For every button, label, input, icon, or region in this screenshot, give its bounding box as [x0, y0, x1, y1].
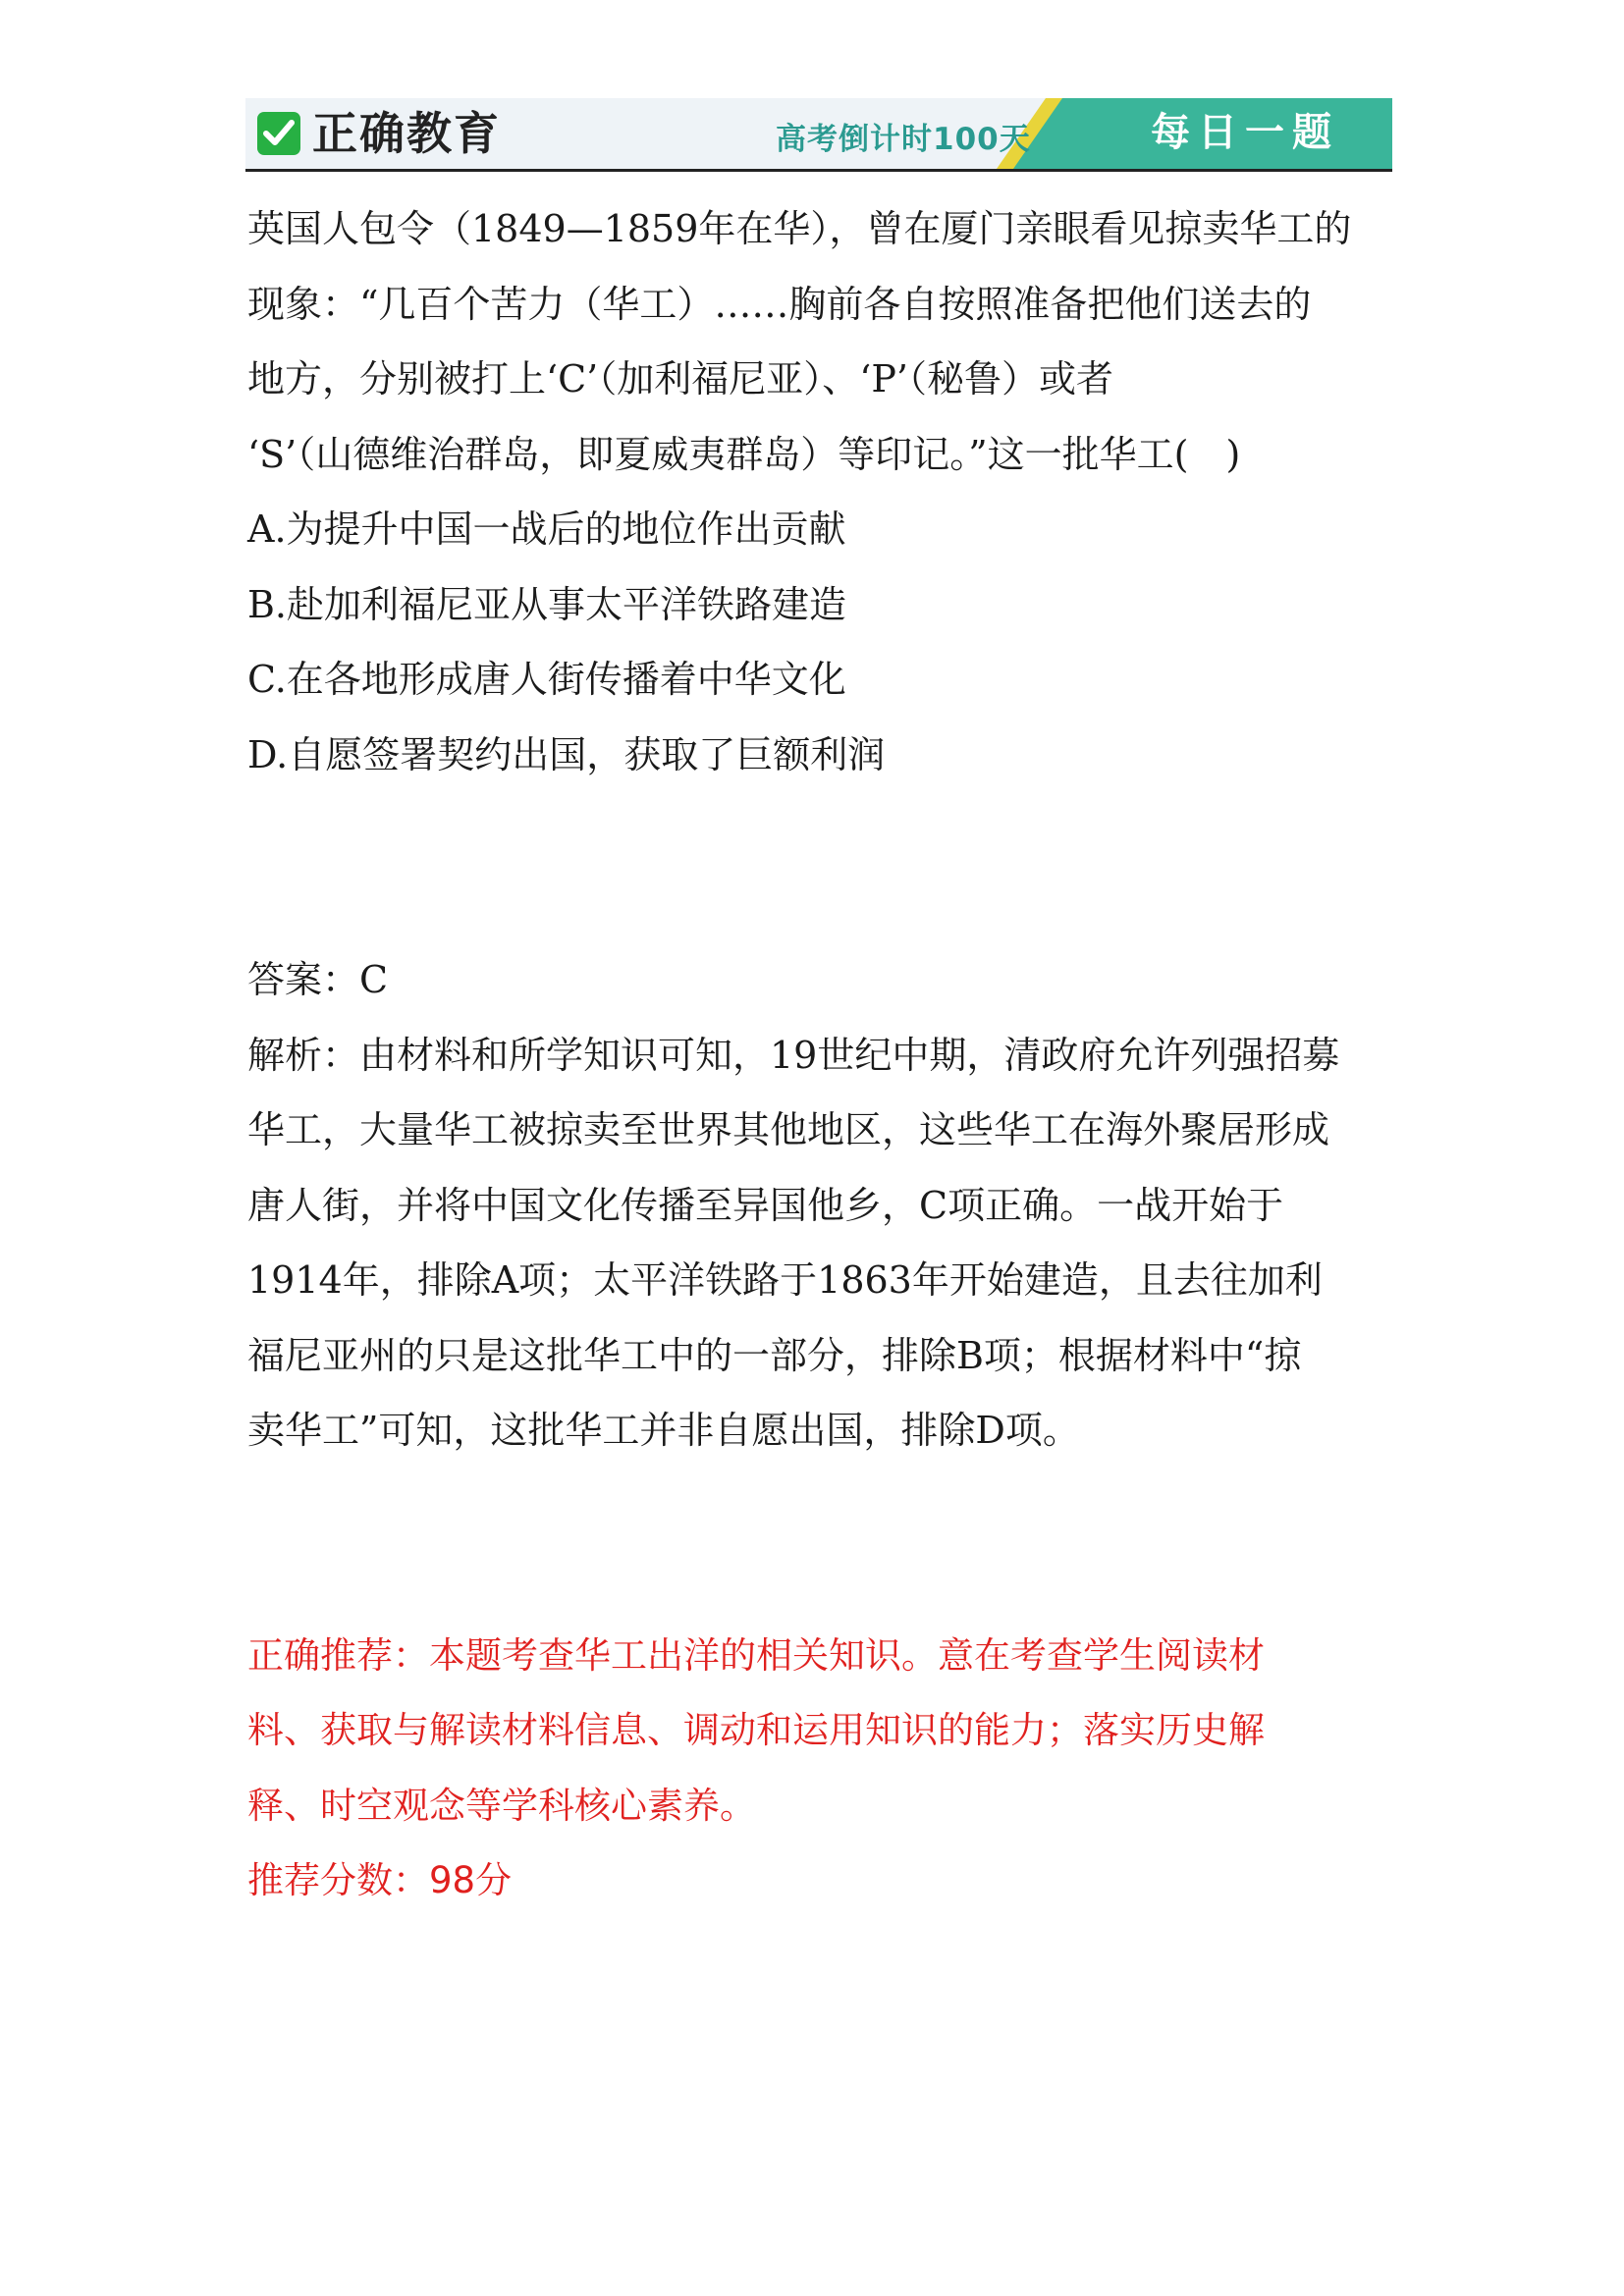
recommend-line: 释、时空观念等学科核心素养。 [247, 1784, 756, 1827]
option-b: B.赴加利福尼亚从事太平洋铁路建造 [247, 582, 847, 626]
question-line: 英国人包令（1849—1859年在华），曾在厦门亲眼看见掠卖华工的 [247, 207, 1352, 250]
recommendation-block [247, 1619, 1398, 1919]
brand-name: 正确教育 [312, 107, 501, 160]
header-banner [245, 98, 1392, 169]
option-a: A.为提升中国一战后的地位作出贡献 [247, 507, 846, 551]
question-line: ‘S’（山德维治群岛，即夏威夷群岛）等印记。”这一批华工( ) [247, 432, 1241, 476]
spacer [247, 792, 1398, 942]
checkmark-logo-icon [257, 112, 300, 155]
analysis-block [247, 1018, 1398, 1468]
countdown-label: 高考倒计时100天 [776, 122, 1031, 157]
analysis-line: 福尼亚州的只是这批华工中的一部分，排除B项；根据材料中“掠 [247, 1333, 1302, 1377]
answer-line: 答案：C [247, 958, 389, 1001]
option-d: D.自愿签署契约出国，获取了巨额利润 [247, 732, 886, 776]
daily-question-label: 每日一题 [1151, 110, 1339, 155]
document-body [247, 191, 1398, 1919]
recommended-score: 推荐分数：98分 [247, 1859, 513, 1901]
question-line: 地方，分别被打上‘C’（加利福尼亚）、‘P’（秘鲁）或者 [247, 357, 1113, 400]
recommend-line: 正确推荐：本题考查华工出洋的相关知识。意在考查学生阅读材 [247, 1633, 1265, 1677]
option-c: C.在各地形成唐人街传播着中华文化 [247, 658, 846, 701]
question-stem [247, 191, 1398, 492]
analysis-line: 唐人街，并将中国文化传播至异国他乡，C项正确。一战开始于 [247, 1183, 1284, 1227]
header-rule [245, 169, 1392, 172]
analysis-line: 华工，大量华工被掠卖至世界其他地区，这些华工在海外聚居形成 [247, 1108, 1330, 1151]
analysis-line: 解析：由材料和所学知识可知，19世纪中期，清政府允许列强招募 [247, 1033, 1340, 1077]
question-line: 现象：“几百个苦力（华工）……胸前各自按照准备把他们送去的 [247, 282, 1312, 326]
analysis-line: 1914年，排除A项；太平洋铁路于1863年开始建造，且去往加利 [247, 1258, 1323, 1302]
answer-options [247, 492, 1398, 792]
recommend-line: 料、获取与解读材料信息、调动和运用知识的能力；落实历史解 [247, 1709, 1265, 1751]
analysis-line: 卖华工”可知，这批华工并非自愿出国，排除D项。 [247, 1409, 1080, 1452]
spacer [247, 1468, 1398, 1619]
